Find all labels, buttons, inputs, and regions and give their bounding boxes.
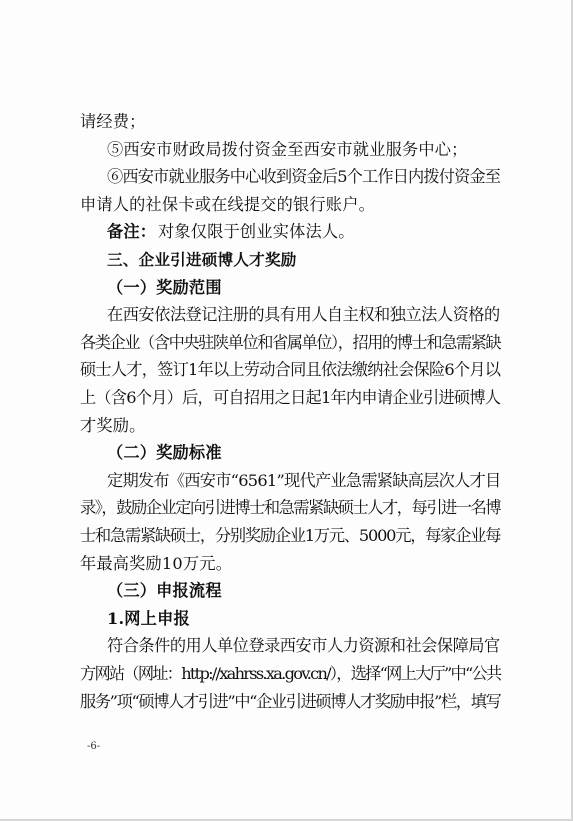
paragraph-line: 服务”项“硕博人才引进”中“企业引进硕博人才奖励申报”栏，填写 xyxy=(80,691,501,711)
subsection-heading: （三）申报流程 xyxy=(107,581,222,601)
page-number: -6- xyxy=(87,741,101,752)
paragraph-line: 上（含6个月）后，可自招用之日起1年内申请企业引进硕博人 xyxy=(80,388,501,407)
paragraph-line: 定期发布《西安市“6561”现代产业急需紧缺高层次人才目 xyxy=(107,470,501,490)
note-text: 对象仅限于创业实体法人。 xyxy=(158,222,355,242)
paragraph-line: 请经费； xyxy=(80,112,146,131)
subsection-heading: （一）奖励范围 xyxy=(107,277,222,297)
paragraph-line: ⑥西安市就业服务中心收到资金后5个工作日内拨付资金至 xyxy=(107,167,501,187)
paragraph-line: 才奖励。 xyxy=(80,415,146,435)
paragraph-line: ⑤西安市财政局拨付资金至西安市就业服务中心； xyxy=(107,139,468,159)
subsection-heading: 1.网上申报 xyxy=(107,608,190,628)
paragraph-line: 申请人的社保卡或在线提交的银行账户。 xyxy=(80,194,375,214)
paragraph-line: 年最高奖励10万元。 xyxy=(80,553,233,573)
paragraph-line: 在西安依法登记注册的具有用人自主权和独立法人资格的 xyxy=(107,305,500,325)
paragraph-line: 士和急需紧缺硕士，分别奖励企业1万元、5000元，每家企业每 xyxy=(80,526,501,545)
paragraph-line: 方网站（网址：http://xahrss.xa.gov.cn/），选择“网上大厅”中“公共 xyxy=(80,664,501,683)
paragraph-line: 各类企业（含中央驻陕单位和省属单位），招用的博士和急需紧缺 xyxy=(80,332,501,352)
subsection-heading: （二）奖励标准 xyxy=(107,443,222,463)
paragraph-line: 硕士人才，签订1年以上劳动合同且依法缴纳社会保险6个月以 xyxy=(80,360,501,380)
paragraph-line: 录》，鼓励企业定向引进博士和急需紧缺硕士人才，每引进一名博 xyxy=(80,498,501,518)
section-heading: 三、企业引进硕博人才奖励 xyxy=(107,251,297,269)
paragraph-line: 符合条件的用人单位登录西安市人力资源和社会保障局官 xyxy=(107,636,500,656)
note-label: 备注： xyxy=(107,222,157,242)
